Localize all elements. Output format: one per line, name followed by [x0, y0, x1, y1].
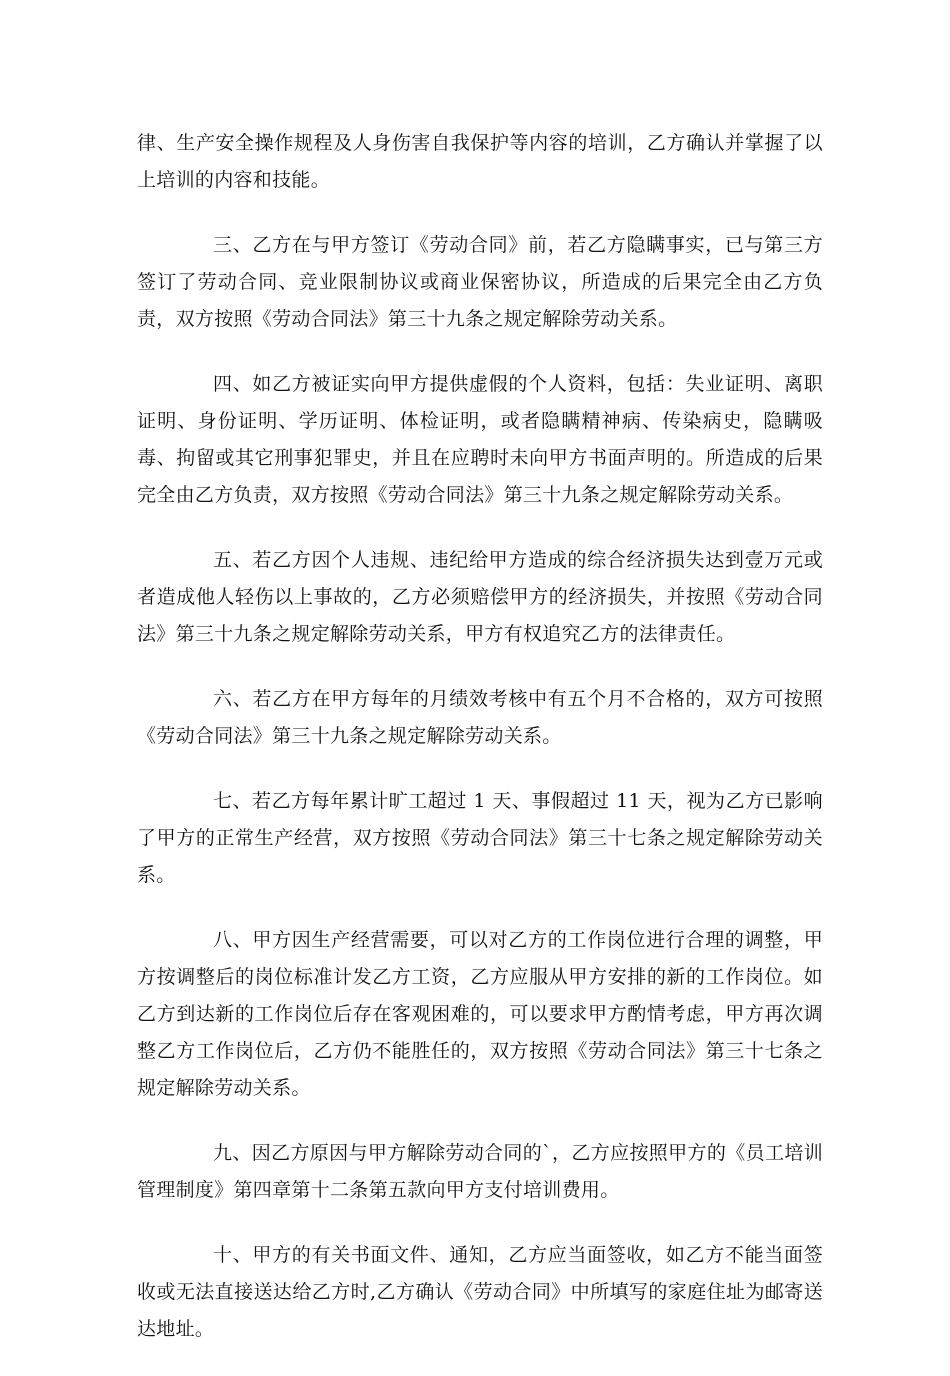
paragraph-clause-10: 十、甲方的有关书面文件、通知，乙方应当面签收，如乙方不能当面签收或无法直接送达给乙方时,乙方确认《劳动合同》中所填写的家庭住址为邮寄送达地址。 — [137, 1244, 823, 1340]
document-body — [137, 125, 823, 1376]
paragraph-clause-9: 九、因乙方原因与甲方解除劳动合同的`，乙方应按照甲方的《员工培训管理制度》第四章第十二条第五款向甲方支付培训费用。 — [137, 1142, 823, 1201]
paragraph-clause-5: 五、若乙方因个人违规、违纪给甲方造成的综合经济损失达到壹万元或者造成他人轻伤以上事故的，乙方必须赔偿甲方的经济损失，并按照《劳动合同法》第三十九条之规定解除劳动关系，甲方有权追究乙方的法律责任。 — [137, 549, 823, 645]
paragraph-continuation: 律、生产安全操作规程及人身伤害自我保护等内容的培训，乙方确认并掌握了以上培训的内容和技能。 — [137, 132, 823, 191]
paragraph-clause-6: 六、若乙方在甲方每年的月绩效考核中有五个月不合格的，双方可按照《劳动合同法》第三十九条之规定解除劳动关系。 — [137, 688, 823, 747]
paragraph-clause-4: 四、如乙方被证实向甲方提供虚假的个人资料，包括：失业证明、离职证明、身份证明、学历证明、体检证明，或者隐瞒精神病、传染病史，隐瞒吸毒、拘留或其它刑事犯罪史，并且在应聘时未向甲方书面声明的。所造成的后果完全由乙方负责，双方按照《劳动合同法》第三十九条之规定解除劳动关系。 — [137, 373, 823, 506]
paragraph-clause-7: 七、若乙方每年累计旷工超过 1 天、事假超过 11 天，视为乙方已影响了甲方的正常生产经营，双方按照《劳动合同法》第三十七条之规定解除劳动关系。 — [137, 790, 823, 886]
paragraph-clause-3: 三、乙方在与甲方签订《劳动合同》前，若乙方隐瞒事实，已与第三方签订了劳动合同、竞业限制协议或商业保密协议，所造成的后果完全由乙方负责，双方按照《劳动合同法》第三十九条之规定解除劳动关系。 — [137, 234, 823, 330]
paragraph-clause-8: 八、甲方因生产经营需要，可以对乙方的工作岗位进行合理的调整，甲方按调整后的岗位标准计发乙方工资，乙方应服从甲方安排的新的工作岗位。如乙方到达新的工作岗位后存在客观困难的，可以要求甲方酌情考虑，甲方再次调整乙方工作岗位后，乙方仍不能胜任的，双方按照《劳动合同法》第三十七条之规定解除劳动关系。 — [137, 929, 823, 1099]
